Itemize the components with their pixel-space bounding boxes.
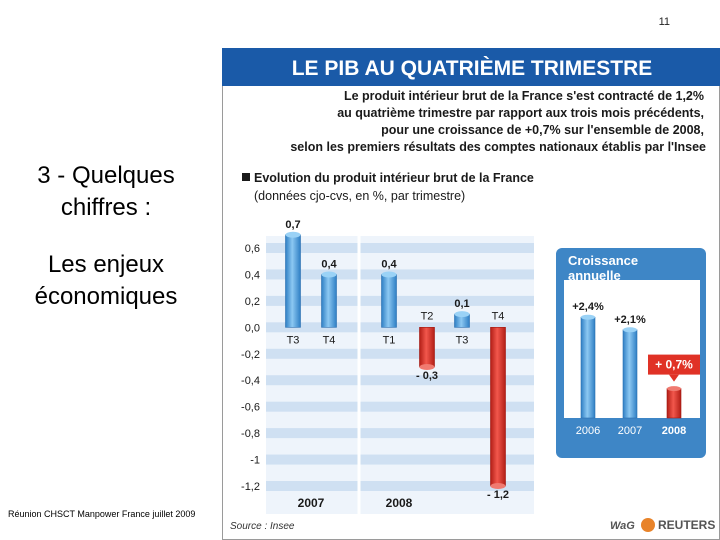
annual-bar-2006 xyxy=(581,317,595,418)
annual-bar-cap xyxy=(581,315,595,320)
quarter-label: T4 xyxy=(491,310,505,323)
infographic-header: LE PIB AU QUATRIÈME TRIMESTRE xyxy=(291,57,653,80)
reuters-logo-icon xyxy=(641,518,655,532)
quarter-value-label: - 1,2 xyxy=(486,489,510,501)
slide-title-line1: 3 - Quelques xyxy=(37,162,175,189)
annual-value-label: + 0,7% xyxy=(655,357,693,372)
credit-wag: WaG xyxy=(610,520,635,532)
intro-line-1: Le produit intérieur brut de la France s'est contracté de 1,2% xyxy=(343,89,704,103)
quarter-label: T1 xyxy=(382,334,396,347)
y-tick-label: 0,2 xyxy=(244,295,260,308)
year-label-2008: 2008 xyxy=(385,496,413,510)
slide-title xyxy=(0,160,212,224)
bar-t4-2007 xyxy=(322,274,337,327)
source-label: Source : Insee xyxy=(230,521,295,532)
bar-cap xyxy=(286,232,301,238)
chart-title-bullet xyxy=(242,173,250,181)
chart-title: Evolution du produit intérieur brut de la France xyxy=(254,171,534,185)
grid-stripe xyxy=(266,243,534,253)
grid-stripe xyxy=(266,296,534,306)
quarter-label: T3 xyxy=(455,334,469,347)
annual-year-label: 2008 xyxy=(661,425,687,437)
slide-number: 11 xyxy=(658,16,670,28)
quarter-label: T4 xyxy=(322,334,336,347)
y-tick-label: 0,0 xyxy=(244,322,260,335)
y-tick-label: -0,4 xyxy=(241,375,260,388)
quarter-value-label: 0,1 xyxy=(454,298,470,311)
annual-value-label: +2,4% xyxy=(572,301,604,314)
quarter-value-label: - 0,3 xyxy=(415,370,439,382)
annual-year-labels xyxy=(576,425,686,437)
bar-t3-2007 xyxy=(286,235,301,328)
y-tick-label: -0,2 xyxy=(241,348,260,361)
pib-infographic-svg xyxy=(222,48,720,540)
y-tick-label: -0,8 xyxy=(241,428,260,441)
chart-subtitle: (données cjo-cvs, en %, par trimestre) xyxy=(254,189,466,203)
y-tick-label: -1,2 xyxy=(241,481,260,493)
y-tick-label: 0,6 xyxy=(244,243,260,255)
annual-bar-cap xyxy=(667,386,681,391)
quarter-value-label: 0,4 xyxy=(321,258,337,271)
intro-line-4: selon les premiers résultats des comptes nationaux établis par l'Insee xyxy=(290,140,706,154)
annual-title-line1: Croissance xyxy=(568,253,639,268)
annual-bar-cap xyxy=(623,327,637,332)
slide-title-line2: chiffres : xyxy=(60,194,152,221)
slide-subtitle-line1: Les enjeux xyxy=(47,251,165,278)
grid-stripe xyxy=(266,269,534,279)
annual-bar-2008 xyxy=(667,389,681,418)
annual-year-label: 2006 xyxy=(575,425,601,437)
intro-line-3: pour une croissance de +0,7% sur l'ensemble de 2008, xyxy=(381,123,704,137)
annual-title-line2: annuelle xyxy=(568,268,621,283)
year-label-2007: 2007 xyxy=(297,496,325,510)
y-tick-label: 0,4 xyxy=(244,269,260,282)
intro-line-2: au quatrième trimestre par rapport aux trois mois précédents, xyxy=(337,106,704,120)
y-tick-label: -0,6 xyxy=(241,401,260,414)
quarter-value-label: 0,7 xyxy=(285,218,301,231)
annual-year-label: 2007 xyxy=(617,425,643,437)
bar-t4-2008 xyxy=(491,327,506,486)
slide-subtitle-line2: économiques xyxy=(34,283,178,310)
annual-bar-2007 xyxy=(623,330,637,418)
annual-value-label: +2,1% xyxy=(614,313,646,326)
credit-reuters: REUTERS xyxy=(658,518,716,532)
pib-infographic xyxy=(222,48,720,540)
y-tick-label: -1 xyxy=(250,454,260,467)
bar-t2-2008 xyxy=(420,327,435,367)
bar-cap xyxy=(322,271,337,277)
bar-cap xyxy=(455,311,470,317)
quarter-label: T3 xyxy=(286,334,300,347)
quarter-label: T2 xyxy=(420,310,434,323)
quarter-value-label: 0,4 xyxy=(381,258,397,271)
bar-t1-2008 xyxy=(382,274,397,327)
slide-subtitle xyxy=(0,249,212,313)
bar-cap xyxy=(382,271,397,277)
slide-footer: Réunion CHSCT Manpower France juillet 2009 xyxy=(8,509,196,519)
